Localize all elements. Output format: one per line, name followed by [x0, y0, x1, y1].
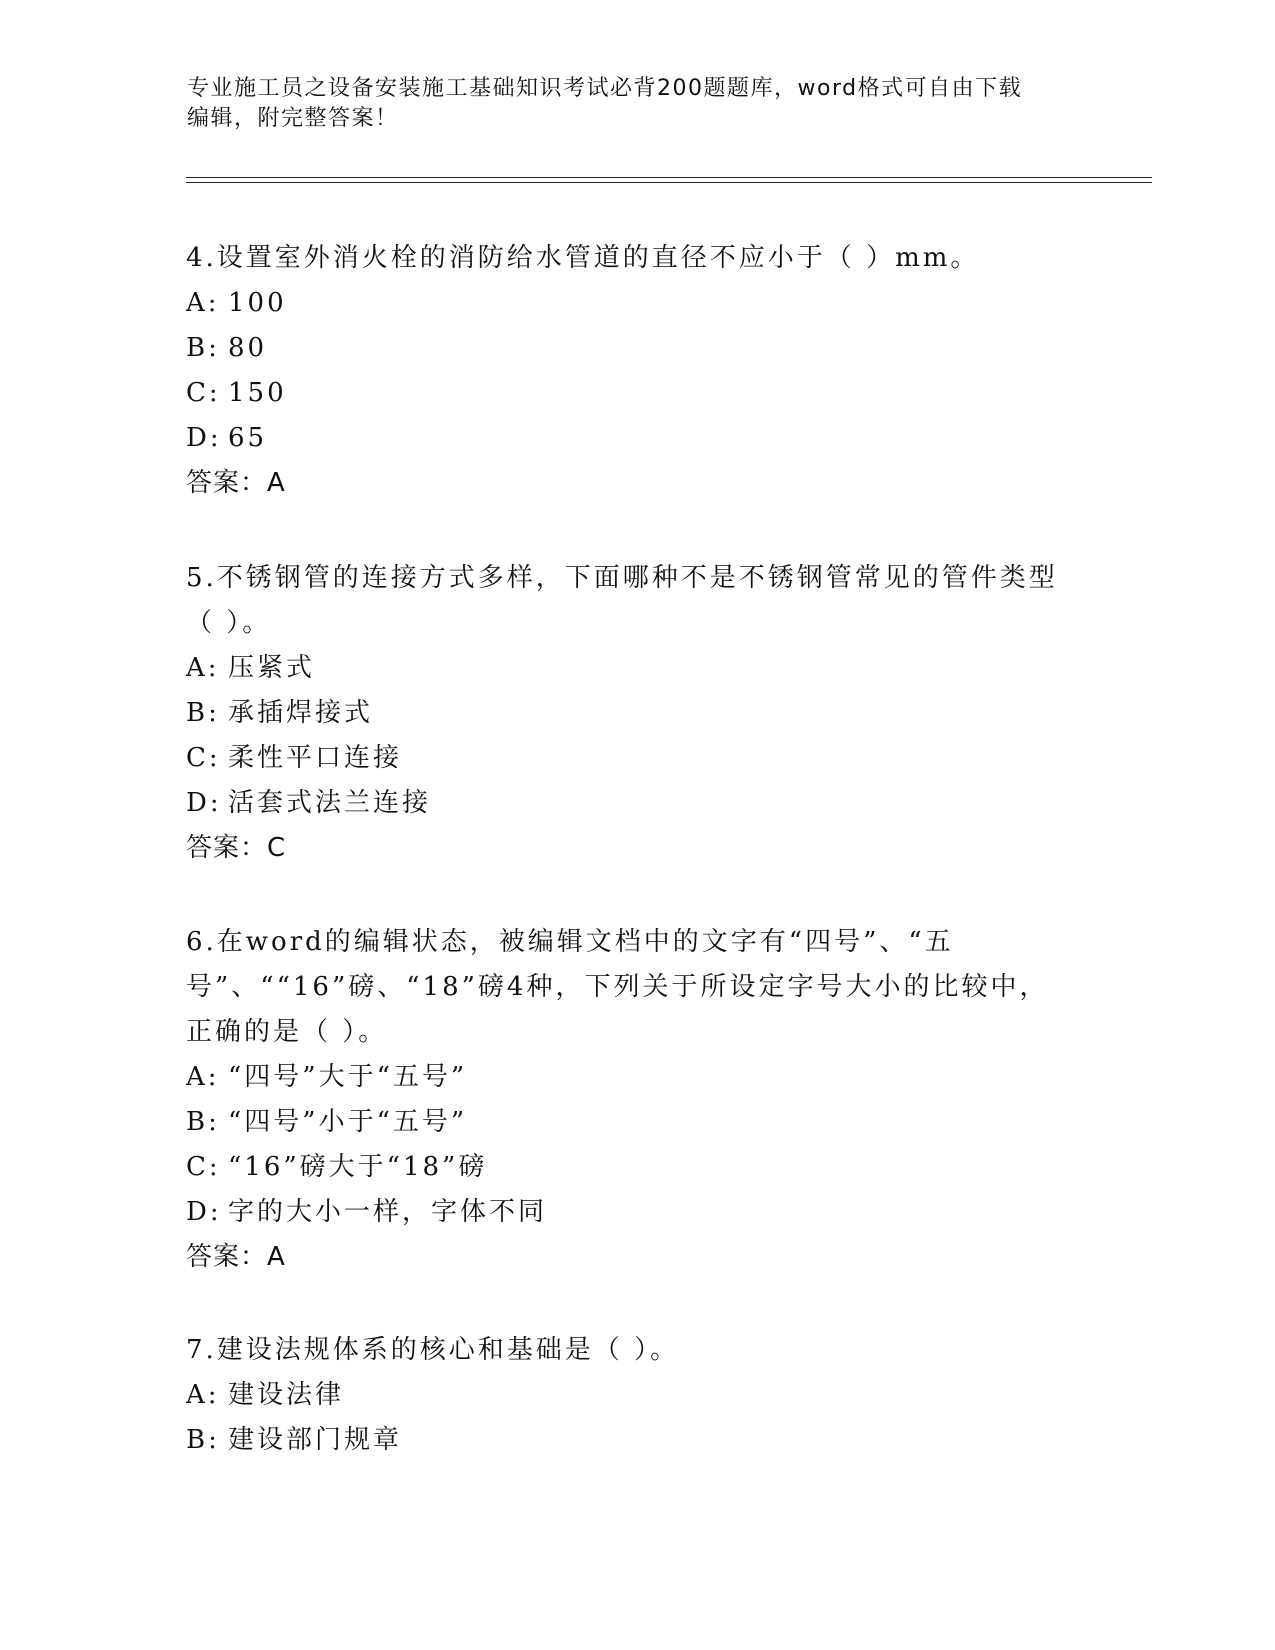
question-6 — [186, 920, 1066, 1280]
question-stem: 5.不锈钢管的连接方式多样，下面哪种不是不锈钢管常见的管件类型（ ）。 — [186, 563, 1058, 638]
option-label: B: — [186, 698, 220, 728]
option-b — [186, 691, 1066, 736]
option-text: 活套式法兰连接 — [228, 788, 432, 818]
option-c — [186, 371, 1066, 416]
question-4 — [186, 236, 1066, 506]
option-label: A: — [186, 653, 220, 683]
option-text: “16”磅大于“18”磅 — [228, 1152, 488, 1182]
option-c — [186, 736, 1066, 781]
option-label: B: — [186, 333, 220, 363]
option-a — [186, 1055, 1066, 1100]
option-text: 150 — [228, 378, 287, 408]
option-text: 柔性平口连接 — [228, 743, 403, 773]
option-label: B: — [186, 1425, 220, 1455]
option-label: A: — [186, 1380, 220, 1410]
option-label: C: — [186, 1152, 221, 1182]
option-text: “四号”小于“五号” — [228, 1107, 468, 1137]
option-text: 建设部门规章 — [228, 1425, 403, 1455]
option-d — [186, 1190, 1066, 1235]
option-d — [186, 416, 1066, 461]
header-divider-top — [186, 177, 1152, 178]
document-title-line-2: 编辑，附完整答案！ — [187, 106, 399, 131]
option-text: 字的大小一样，字体不同 — [228, 1197, 548, 1227]
option-label: B: — [186, 1107, 220, 1137]
option-label: C: — [186, 743, 221, 773]
option-d — [186, 781, 1066, 826]
option-text: 80 — [228, 333, 268, 363]
question-stem: 7.建设法规体系的核心和基础是（ ）。 — [186, 1335, 680, 1365]
header-divider-bottom — [186, 182, 1152, 183]
option-text: 压紧式 — [228, 653, 316, 683]
question-7 — [186, 1328, 1066, 1463]
option-label: A: — [186, 1062, 220, 1092]
option-a — [186, 646, 1066, 691]
option-text: 承插焊接式 — [228, 698, 374, 728]
option-c — [186, 1145, 1066, 1190]
option-text: “四号”大于“五号” — [228, 1062, 468, 1092]
question-5 — [186, 556, 1066, 871]
answer: 答案：A — [186, 468, 286, 498]
option-b — [186, 1100, 1066, 1145]
option-a — [186, 1373, 1066, 1418]
option-b — [186, 1418, 1066, 1463]
option-label: A: — [186, 288, 220, 318]
option-label: D: — [186, 1197, 222, 1227]
document-header — [187, 74, 1067, 134]
option-text: 建设法律 — [228, 1380, 345, 1410]
option-label: D: — [186, 423, 222, 453]
answer: 答案：C — [186, 833, 287, 863]
option-label: C: — [186, 378, 221, 408]
option-text: 65 — [228, 423, 268, 453]
question-stem: 6.在word的编辑状态，被编辑文档中的文字有“四号”、“五号”、““16”磅、“18”磅4种，下列关于所设定字号大小的比较中，正确的是（ ）。 — [186, 927, 1049, 1047]
option-label: D: — [186, 788, 222, 818]
document-title-line-1: 专业施工员之设备安装施工基础知识考试必背200题题库，word格式可自由下载 — [187, 76, 1023, 101]
option-b — [186, 326, 1066, 371]
question-stem: 4.设置室外消火栓的消防给水管道的直径不应小于（ ）mm。 — [186, 243, 980, 273]
option-a — [186, 281, 1066, 326]
answer: 答案：A — [186, 1242, 286, 1272]
option-text: 100 — [228, 288, 287, 318]
